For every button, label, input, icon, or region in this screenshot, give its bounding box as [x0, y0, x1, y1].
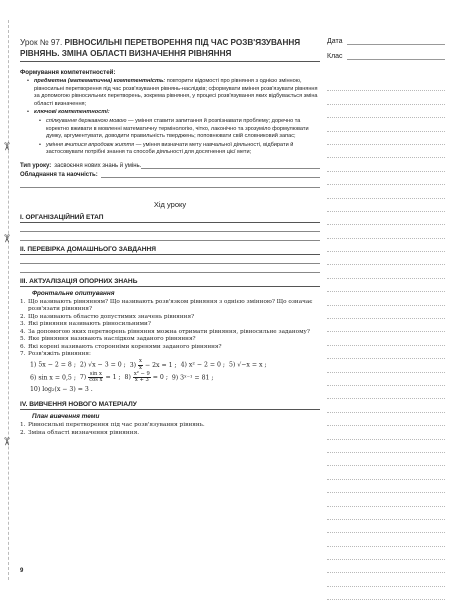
equations-row-3 — [20, 384, 320, 396]
survey-question: 7. Розв'яжіть рівняння: — [20, 351, 91, 358]
equation: 10) log₂(x − 3) = 3 . — [30, 386, 93, 394]
equipment-field[interactable] — [101, 171, 320, 178]
note-line[interactable] — [327, 493, 445, 506]
stage-homework-check: II. ПЕРЕВІРКА ДОМАШНЬОГО ЗАВДАННЯ — [20, 246, 320, 255]
note-line[interactable] — [327, 413, 445, 426]
key-competencies-label: ключові компетентності: — [34, 109, 110, 116]
note-line[interactable] — [327, 265, 445, 278]
equipment-label: Обладнання та наочність: — [20, 171, 98, 178]
note-line[interactable] — [327, 507, 445, 520]
date-row — [327, 38, 445, 45]
note-line[interactable] — [327, 212, 445, 225]
subject-competence — [20, 78, 320, 108]
note-line[interactable] — [327, 480, 445, 493]
note-line[interactable] — [327, 118, 445, 131]
date-field[interactable] — [347, 38, 445, 45]
equipment-row — [20, 171, 320, 180]
survey-question: 5. Яке рівняння називають наслідком заданого рівняння? — [20, 336, 196, 343]
note-line[interactable] — [327, 547, 445, 560]
note-line[interactable] — [327, 453, 445, 466]
note-line[interactable] — [327, 158, 445, 171]
survey-question: 6. Які корені називають сторонніми коренями заданого рівняння? — [20, 343, 222, 350]
equation: 6) sin x = 0,5 ; — [30, 374, 76, 382]
note-line[interactable] — [327, 573, 445, 586]
equation: 2) √x − 3 = 0 ; — [79, 361, 126, 369]
communication-label: спілкування державною мовою — [46, 117, 127, 124]
binding-dashed-line — [8, 20, 9, 580]
note-line[interactable] — [327, 520, 445, 533]
scissors-icon: ✂ — [0, 436, 13, 447]
equation: 8) $\frac{\text{x² − 9}}{x + 3}$ = 0 ; — [124, 370, 168, 384]
note-line[interactable] — [327, 466, 445, 479]
notes-header — [327, 38, 445, 68]
equation: 9) 3ˣ⁻¹ = 81 ; — [171, 374, 214, 382]
lesson-title-text: РІВНОСИЛЬНІ ПЕРЕТВОРЕННЯ ПІД ЧАС РОЗВ'ЯЗУВАННЯ РІВНЯНЬ. ЗМІНА ОБЛАСТІ ВИЗНАЧЕННЯ РІВНЯННЯ — [20, 38, 301, 58]
note-line[interactable] — [327, 252, 445, 265]
survey-question: 3. Які рівняння називають рівносильними? — [20, 321, 151, 328]
note-line[interactable] — [327, 172, 445, 185]
note-line[interactable] — [327, 105, 445, 118]
equations-row-1 — [20, 359, 320, 372]
plan-item: 1. Рівносильні перетворення під час розв'язування рівнянь. — [20, 422, 205, 429]
notes-ruled-lines — [327, 78, 445, 600]
note-line[interactable] — [327, 91, 445, 104]
equation: 4) x² − 2 = 0 ; — [180, 361, 226, 369]
communication-text: — уміння ставити запитання й розпізнавати проблему; доречно та коректно вживати в мовленні математичну термінологію, чітко, лаконічно та зрозуміло формулювати думку, аргументувати, доводити правильність тверджень; поповнювати свій словниковий запас; — [46, 117, 309, 140]
equation: 5) √−x = x ; — [228, 361, 267, 369]
note-line[interactable] — [327, 225, 445, 238]
subject-competence-text: повторити відомості про рівняння з однією змінною, рівносильні перетворення під час розв'язування рівнянь-наслідків; сформувати вміння розв'язувати рівняння за допомогою рівносильних перетворень, зокрема рівняння, у процесі розв'язування яких відбувається зміна області визначення; — [34, 78, 318, 107]
note-line[interactable] — [327, 319, 445, 332]
stage-knowledge-actualization: III. АКТУАЛІЗАЦІЯ ОПОРНИХ ЗНАНЬ — [20, 278, 320, 287]
writing-line[interactable] — [20, 264, 320, 273]
lesson-type-label: Тип уроку: — [20, 162, 52, 169]
course-heading: Хід уроку — [153, 199, 187, 209]
plan-heading: План вивчення теми — [32, 413, 100, 421]
lesson-type-value: засвоєння нових знань й умінь. — [54, 162, 142, 169]
note-line[interactable] — [327, 399, 445, 412]
note-line[interactable] — [327, 185, 445, 198]
stage-organizational: I. ОРГАНІЗАЦІЙНИЙ ЕТАП — [20, 214, 320, 223]
writing-line[interactable] — [20, 232, 320, 241]
class-field[interactable] — [347, 53, 445, 60]
lesson-type-row — [20, 162, 320, 171]
note-line[interactable] — [327, 440, 445, 453]
scissors-icon: ✂ — [0, 233, 13, 244]
note-line[interactable] — [327, 386, 445, 399]
note-line[interactable] — [327, 587, 445, 600]
subject-competence-label: предметна (математична) компетентність: — [34, 78, 166, 84]
lesson-number: Урок № 97. — [20, 38, 63, 47]
survey-question: 1. Що називають рівнянням? Що називають розв'язком рівняння з однією змінною? Що означає розв'язати рівняння? — [20, 298, 313, 313]
equations-row-2 — [20, 372, 320, 385]
equation: 1) 5x − 2 = 8 ; — [30, 361, 76, 369]
scissors-icon: ✂ — [0, 141, 13, 152]
competencies-heading: Формування компетентностей: — [20, 69, 116, 76]
writing-line[interactable] — [20, 255, 320, 264]
class-row — [327, 53, 445, 60]
note-line[interactable] — [327, 346, 445, 359]
note-line[interactable] — [327, 132, 445, 145]
lifelong-text: — уміння визначати мету навчальної діяльності, відбирати й застосовувати потрібні знання та способи діяльності для досягнення цієї мети; — [46, 141, 294, 156]
writing-line[interactable] — [20, 180, 320, 188]
date-label: Дата — [327, 38, 343, 45]
lesson-title — [20, 38, 320, 62]
equation: 3) $\frac{x}{x}$ − 2x = 1 ; — [129, 357, 177, 371]
equation: 7) $\frac{\text{sin x}}{\text{cos x}}$ = 1 ; — [79, 370, 121, 384]
note-line[interactable] — [327, 560, 445, 573]
survey-question: 4. За допомогою яких перетворень рівняння можна отримати рівняння, рівносильне заданому? — [20, 328, 310, 335]
note-line[interactable] — [327, 332, 445, 345]
stage-new-material: IV. ВИВЧЕННЯ НОВОГО МАТЕРІАЛУ — [20, 401, 320, 410]
class-label: Клас — [327, 53, 343, 60]
lifelong-learning-competence — [20, 142, 320, 157]
writing-line[interactable] — [20, 223, 320, 232]
communication-competence — [20, 118, 320, 141]
survey-question: 2. Що називають областю допустимих значень рівняння? — [20, 313, 195, 320]
note-line[interactable] — [327, 426, 445, 439]
note-line[interactable] — [327, 373, 445, 386]
note-line[interactable] — [327, 199, 445, 212]
note-line[interactable] — [327, 359, 445, 372]
lifelong-label: уміння вчитися впродовж життя — [46, 141, 135, 148]
note-line[interactable] — [327, 279, 445, 292]
note-line[interactable] — [327, 306, 445, 319]
note-line[interactable] — [327, 292, 445, 305]
key-competencies — [20, 109, 320, 117]
page-number: 9 — [20, 568, 24, 574]
note-line[interactable] — [327, 78, 445, 91]
lesson-content — [20, 38, 320, 437]
note-line[interactable] — [327, 145, 445, 158]
plan-item: 2. Зміна області визначення рівняння. — [20, 429, 140, 436]
note-line[interactable] — [327, 239, 445, 252]
survey-heading: Фронтальне опитування — [32, 289, 115, 297]
note-line[interactable] — [327, 533, 445, 546]
